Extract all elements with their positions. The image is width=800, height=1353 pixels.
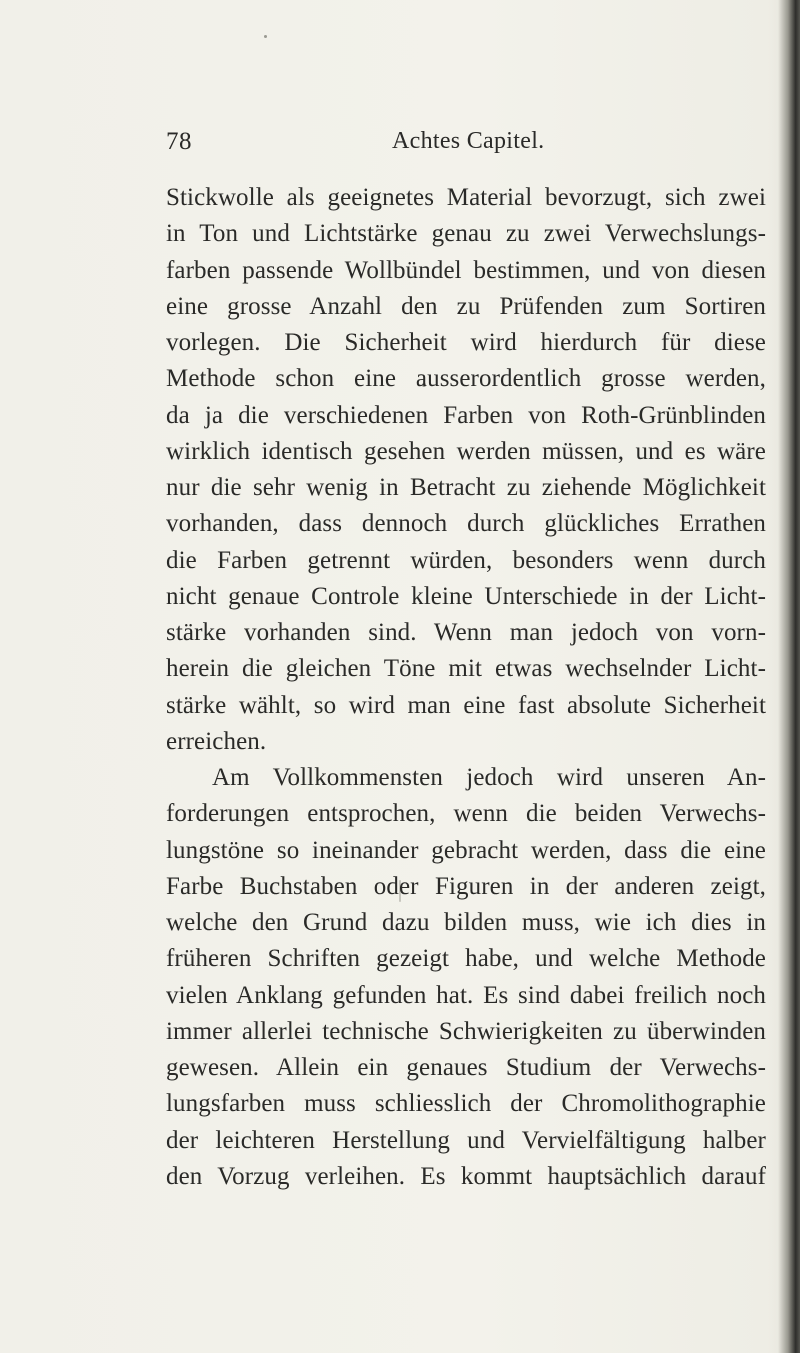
paragraph-end-line: erreichen. bbox=[166, 727, 267, 755]
text-line: in Ton und Lichtstärke genau zu zwei Verwechslungs- bbox=[166, 220, 766, 248]
text-line: den Vorzug verleihen. Es kommt hauptsächlich darauf bbox=[166, 1162, 766, 1190]
text-line: vorhanden, dass dennoch durch glückliches Errathen bbox=[166, 510, 766, 538]
text-line: farben passende Wollbündel bestimmen, und von diesen bbox=[166, 256, 766, 284]
page-number: 78 bbox=[166, 128, 192, 155]
text-line: gewesen. Allein ein genaues Studium der Verwechs- bbox=[166, 1054, 766, 1081]
text-line: vielen Anklang gefunden hat. Es sind dabei freilich noch bbox=[166, 981, 766, 1009]
text-line: forderungen entsprochen, wenn die beiden Verwechs- bbox=[166, 800, 766, 828]
text-line: der leichteren Herstellung und Vervielfältigung halber bbox=[166, 1126, 766, 1154]
page-header bbox=[166, 128, 766, 168]
paragraph-start-line: Am Vollkommensten jedoch wird unseren An- bbox=[212, 764, 766, 791]
text-line: wirklich identisch gesehen werden müssen, und es wäre bbox=[166, 437, 766, 465]
text-line: Methode schon eine ausserordentlich grosse werden, bbox=[166, 365, 766, 393]
text-line: vorlegen. Die Sicherheit wird hierdurch für diese bbox=[166, 329, 766, 356]
text-line: stärke wählt, so wird man eine fast absolute Sicherheit bbox=[166, 691, 766, 719]
text-line: lungsfarben muss schliesslich der Chromolithographie bbox=[166, 1090, 766, 1118]
text-line: da ja die verschiedenen Farben von Roth-Grünblinden bbox=[166, 401, 766, 429]
text-line: welche den Grund dazu bilden muss, wie ich dies in bbox=[166, 909, 766, 936]
text-line: früheren Schriften gezeigt habe, und welche Methode bbox=[166, 945, 766, 973]
text-line: Farbe Buchstaben oder Figuren in der anderen zeigt, bbox=[166, 872, 766, 900]
text-line: nur die sehr wenig in Betracht zu ziehende Möglichkeit bbox=[166, 474, 766, 501]
text-line: nicht genaue Controle kleine Unterschiede in der Licht- bbox=[166, 582, 766, 610]
text-line: stärke vorhanden sind. Wenn man jedoch von vorn- bbox=[166, 619, 766, 646]
running-title: Achtes Capitel. bbox=[392, 128, 545, 154]
body-text bbox=[166, 180, 766, 1195]
text-line: Stickwolle als geeignetes Material bevorzugt, sich zwei bbox=[166, 184, 766, 211]
text-line: immer allerlei technische Schwierigkeiten zu überwinden bbox=[166, 1017, 766, 1045]
text-line: lungstöne so ineinander gebracht werden, dass die eine bbox=[166, 836, 766, 864]
text-line: eine grosse Anzahl den zu Prüfenden zum Sortiren bbox=[166, 292, 766, 320]
page-edge-shadow bbox=[778, 0, 800, 1353]
text-line: die Farben getrennt würden, besonders wenn durch bbox=[166, 546, 766, 574]
paper-speck bbox=[264, 35, 267, 38]
text-line: herein die gleichen Töne mit etwas wechselnder Licht- bbox=[166, 655, 766, 683]
